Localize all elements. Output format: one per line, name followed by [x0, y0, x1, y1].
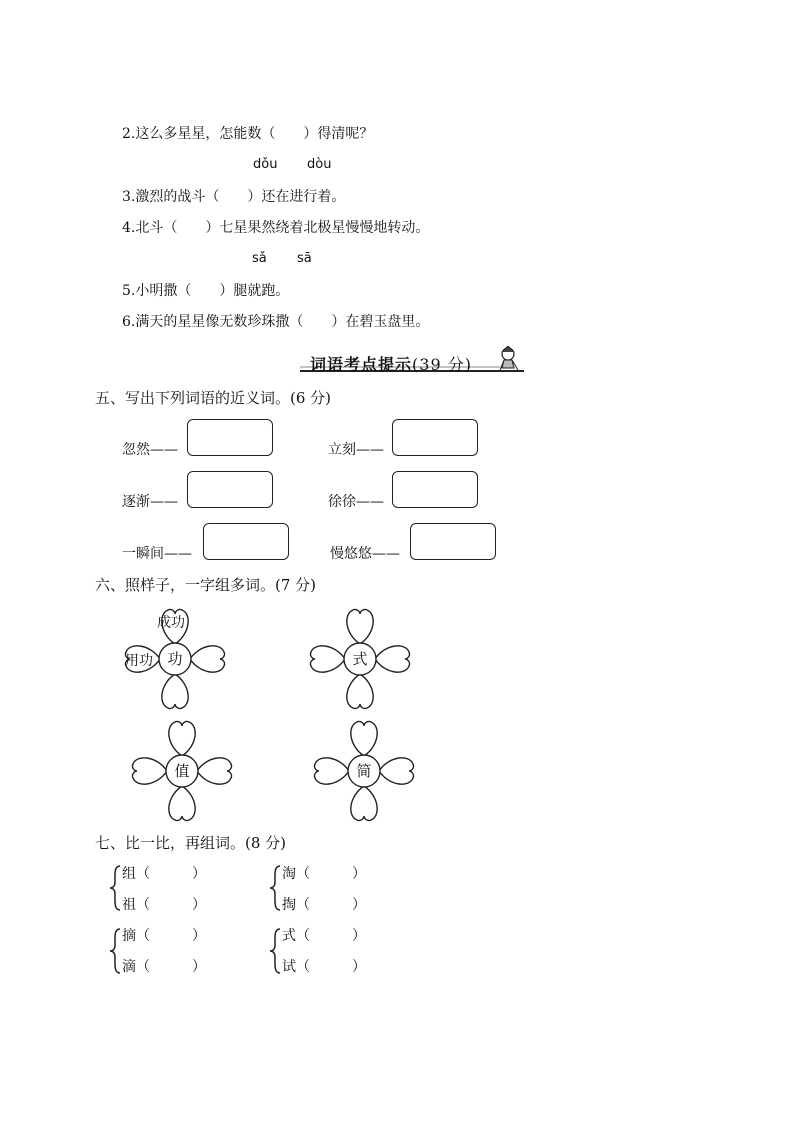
- answer-box-huran[interactable]: [187, 419, 273, 456]
- brace-icon: [268, 927, 282, 975]
- answer-box-like[interactable]: [392, 419, 478, 456]
- question-5: 5.小明撒（ ）腿就跑。: [122, 283, 290, 299]
- question-3: 3.激烈的战斗（ ）还在进行着。: [122, 189, 346, 205]
- flower-center-char: 简: [356, 762, 372, 780]
- flower-center-char: 式: [352, 650, 368, 668]
- brace-icon: [108, 864, 122, 912]
- flower-center-char: 功: [167, 650, 183, 668]
- word-manyouyou: 慢悠悠——: [330, 546, 400, 562]
- section-7-title: 七、比一比，再组词。(8 分): [95, 834, 287, 852]
- banner-title-text: 词语考点提示: [310, 355, 413, 374]
- word-yishunjian: 一瞬间——: [122, 546, 192, 562]
- question-2: 2.这么多星星，怎能数（ ）得清呢？: [122, 126, 374, 142]
- word-like: 立刻——: [328, 442, 384, 458]
- question-4: 4.北斗（ ）七星果然绕着北极星慢慢地转动。: [122, 220, 430, 236]
- pinyin-sa-1: sǎ: [252, 251, 267, 266]
- flower-petal-word: 用功: [125, 653, 153, 669]
- compare-word-shi: 式（ ）: [282, 928, 366, 944]
- answer-box-manyouyou[interactable]: [410, 523, 496, 560]
- pinyin-sa-2: sā: [297, 251, 312, 266]
- compare-word-zu2: 祖（ ）: [122, 897, 206, 913]
- banner-score: (39 分): [412, 355, 472, 374]
- compare-word-tao: 淘（ ）: [282, 866, 366, 882]
- flower-center-char: 值: [174, 762, 190, 780]
- brace-icon: [108, 927, 122, 975]
- answer-box-yishunjian[interactable]: [203, 523, 289, 560]
- answer-box-xuxu[interactable]: [392, 471, 478, 508]
- answer-box-zhujian[interactable]: [187, 471, 273, 508]
- brace-icon: [268, 864, 282, 912]
- pinyin-dou-1: dǒu: [253, 157, 278, 172]
- word-huran: 忽然——: [122, 442, 178, 458]
- word-xuxu: 徐徐——: [328, 494, 384, 510]
- word-zhujian: 逐渐——: [122, 494, 178, 510]
- compare-word-shi2: 试（ ）: [282, 959, 366, 975]
- banner-title: [310, 352, 472, 375]
- pinyin-dou-2: dòu: [307, 157, 332, 172]
- cartoon-figure-icon: [500, 346, 518, 370]
- compare-word-di: 滴（ ）: [122, 959, 206, 975]
- flower-petal-word: 成功: [157, 615, 185, 631]
- compare-word-zhai: 摘（ ）: [122, 928, 206, 944]
- compare-word-tao2: 掏（ ）: [282, 897, 366, 913]
- compare-word-zu: 组（ ）: [122, 866, 206, 882]
- question-6: 6.满天的星星像无数珍珠撒（ ）在碧玉盘里。: [122, 314, 430, 330]
- section-5-title: 五、写出下列词语的近义词。(6 分): [95, 389, 332, 407]
- section-6-title: 六、照样子，一字组多词。(7 分): [95, 576, 317, 594]
